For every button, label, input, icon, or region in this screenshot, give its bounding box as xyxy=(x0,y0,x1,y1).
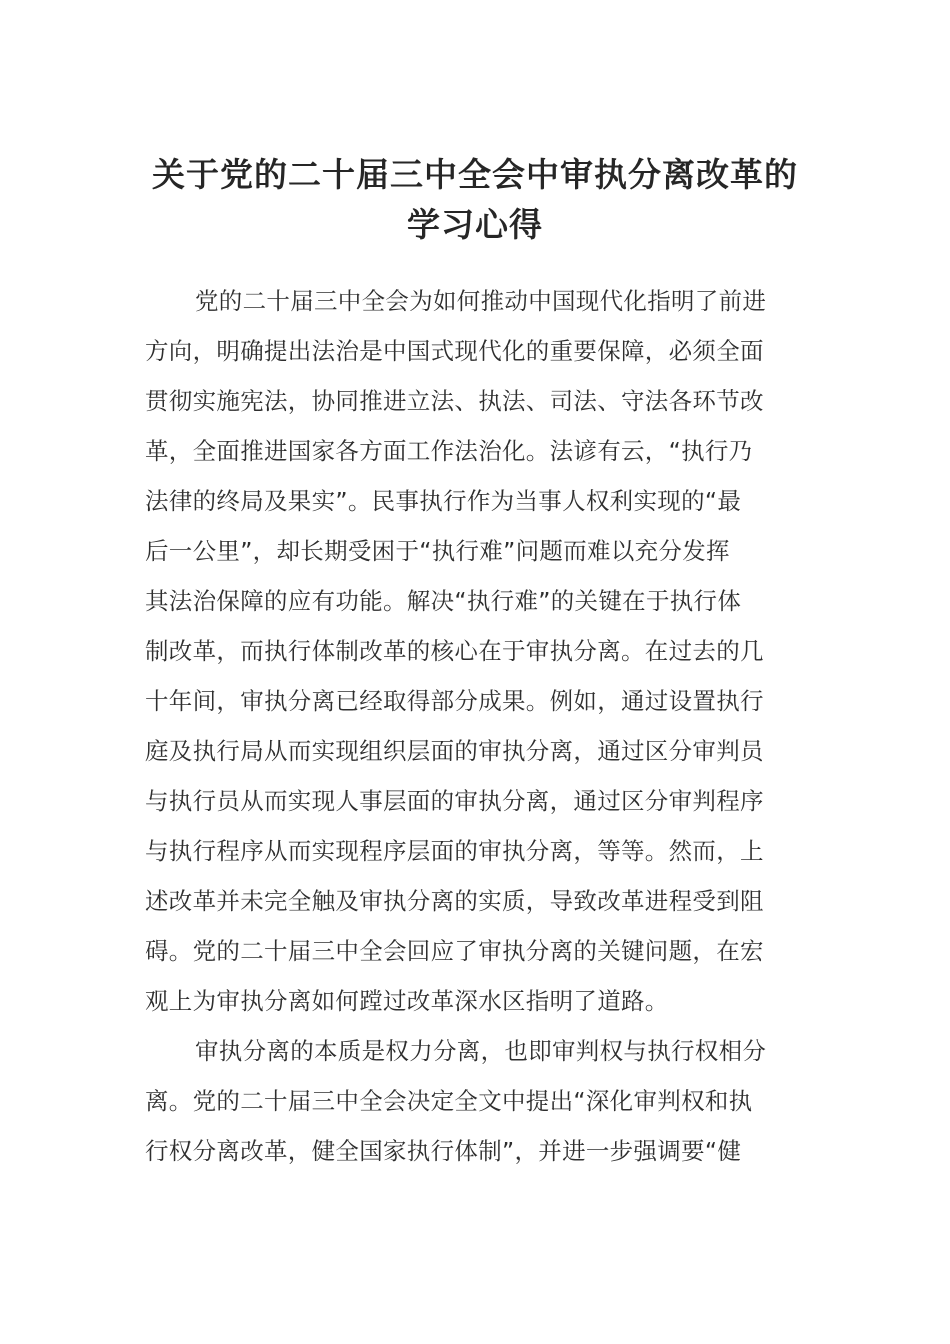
document-body xyxy=(145,276,795,1176)
paragraph-2 xyxy=(145,1026,795,1176)
text-line: 方向，明确提出法治是中国式现代化的重要保障，必须全面 xyxy=(145,337,764,365)
text-line: 与执行员从而实现人事层面的审执分离，通过区分审判程序 xyxy=(145,787,764,815)
text-line: 十年间，审执分离已经取得部分成果。例如，通过设置执行 xyxy=(145,687,764,715)
text-line: 行权分离改革，健全国家执行体制”，并进一步强调要“健 xyxy=(145,1137,742,1165)
text-line: 与执行程序从而实现程序层面的审执分离，等等。然而，上 xyxy=(145,837,764,865)
text-line: 党的二十届三中全会为如何推动中国现代化指明了前进 xyxy=(195,287,767,315)
text-line: 制改革，而执行体制改革的核心在于审执分离。在过去的几 xyxy=(145,637,764,665)
text-line: 碍。党的二十届三中全会回应了审执分离的关键问题，在宏 xyxy=(145,937,764,965)
text-line: 审执分离的本质是权力分离，也即审判权与执行权相分 xyxy=(195,1037,767,1065)
text-line: 后一公里”，却长期受困于“执行难”问题而难以充分发挥 xyxy=(145,537,730,565)
text-line: 观上为审执分离如何蹚过改革深水区指明了道路。 xyxy=(145,987,669,1015)
title-line-2: 学习心得 xyxy=(407,205,543,244)
paragraph-1 xyxy=(145,276,795,1026)
document-title xyxy=(120,150,830,250)
text-line: 其法治保障的应有功能。解决“执行难”的关键在于执行体 xyxy=(145,587,742,615)
text-line: 贯彻实施宪法，协同推进立法、执法、司法、守法各环节改 xyxy=(145,387,764,415)
text-line: 法律的终局及果实”。民事执行作为当事人权利实现的“最 xyxy=(145,487,742,515)
text-line: 庭及执行局从而实现组织层面的审执分离，通过区分审判员 xyxy=(145,737,764,765)
text-line: 离。党的二十届三中全会决定全文中提出“深化审判权和执 xyxy=(145,1087,753,1115)
text-line: 革，全面推进国家各方面工作法治化。法谚有云，“执行乃 xyxy=(145,437,753,465)
text-line: 述改革并未完全触及审执分离的实质，导致改革进程受到阻 xyxy=(145,887,764,915)
title-line-1: 关于党的二十届三中全会中审执分离改革的 xyxy=(152,155,798,194)
